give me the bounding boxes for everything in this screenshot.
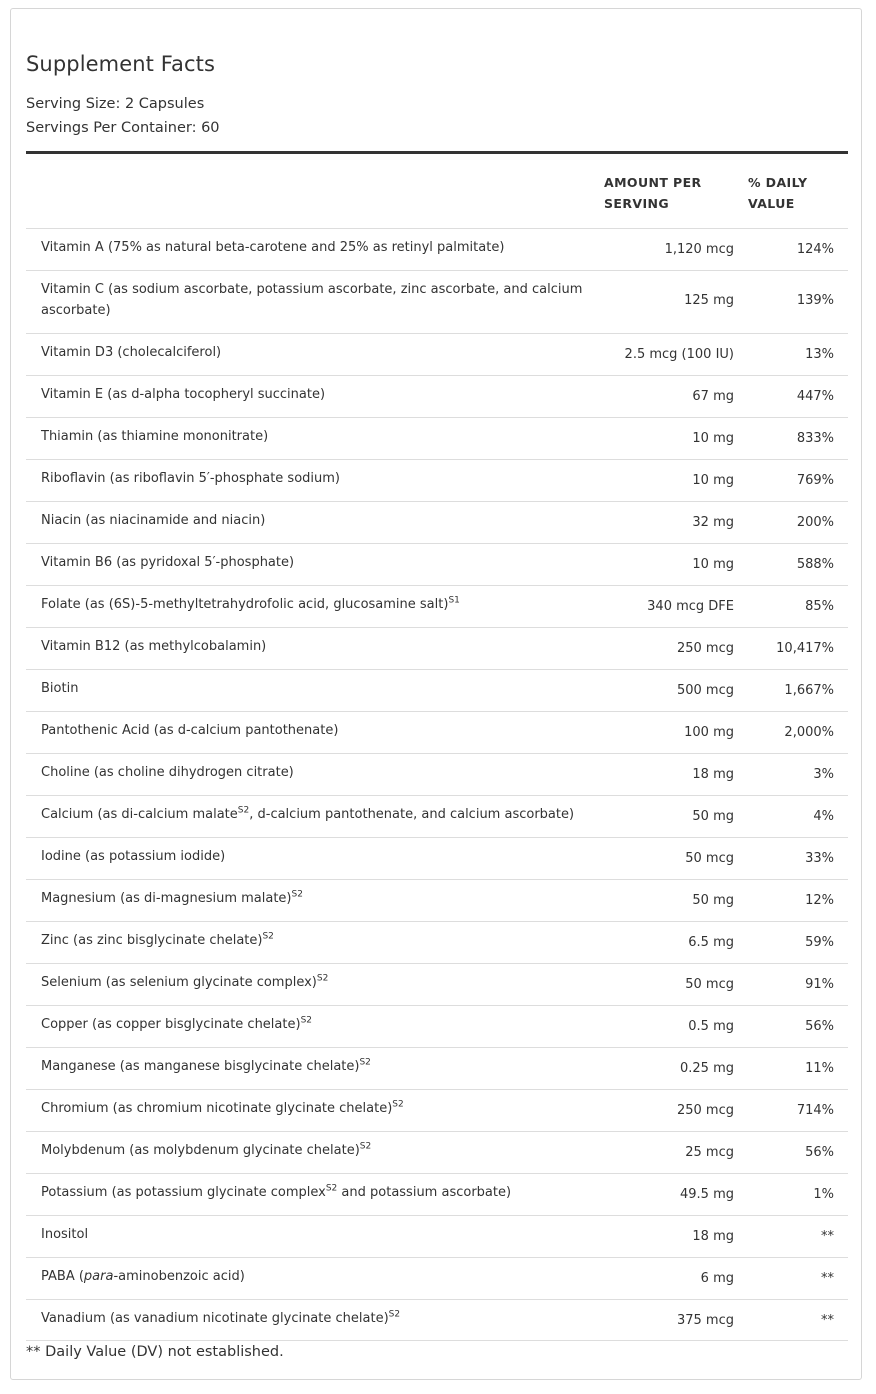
nutrient-name bbox=[41, 510, 599, 531]
nutrient-name bbox=[41, 552, 599, 573]
nutrient-name-text: Chromium (as chromium nicotinate glycinate chelate) bbox=[41, 1101, 393, 1116]
table-row bbox=[26, 501, 848, 543]
daily-value-percent: 3% bbox=[813, 767, 834, 782]
daily-value-percent: 124% bbox=[796, 242, 834, 257]
daily-value-percent: ** bbox=[821, 1229, 834, 1244]
footnote: ** Daily Value (DV) not established. bbox=[26, 1344, 284, 1360]
daily-value-percent: ** bbox=[821, 1271, 834, 1286]
nutrient-name-italic: para bbox=[83, 1269, 114, 1284]
footnote-marker: S2 bbox=[300, 1015, 313, 1026]
daily-value-percent: 139% bbox=[796, 293, 834, 308]
amount-per-serving: 10 mg bbox=[692, 473, 734, 488]
nutrient-name-text: Vitamin A (75% as natural beta-carotene and 25% as retinyl palmitate) bbox=[41, 240, 505, 255]
daily-value-percent: 200% bbox=[796, 515, 834, 530]
nutrient-table bbox=[26, 228, 848, 1341]
nutrient-name bbox=[41, 237, 599, 258]
daily-value-column-header: % DAILY VALUE bbox=[748, 175, 808, 211]
footnote-marker: S2 bbox=[262, 931, 274, 942]
nutrient-name-text: Pantothenic Acid (as d-calcium pantothenate) bbox=[41, 723, 339, 738]
nutrient-name-text: Riboflavin (as riboflavin 5′-phosphate sodium) bbox=[41, 471, 340, 486]
table-row bbox=[26, 270, 848, 333]
nutrient-name-text: Calcium (as di-calcium malate bbox=[41, 807, 238, 822]
table-row bbox=[26, 459, 848, 501]
table-row bbox=[26, 879, 848, 921]
table-row bbox=[26, 837, 848, 879]
nutrient-name bbox=[41, 1266, 599, 1287]
table-row bbox=[26, 753, 848, 795]
daily-value-percent: ** bbox=[821, 1313, 834, 1328]
nutrient-name bbox=[41, 762, 599, 783]
servings-per-container: Servings Per Container: 60 bbox=[26, 120, 220, 136]
amount-per-serving: 100 mg bbox=[684, 725, 734, 740]
nutrient-name-text: Vitamin C (as sodium ascorbate, potassium ascorbate, zinc ascorbate, and calcium ascorbate) bbox=[41, 282, 583, 318]
daily-value-percent: 588% bbox=[796, 557, 834, 572]
footnote-marker: S2 bbox=[388, 1309, 401, 1320]
table-row bbox=[26, 417, 848, 459]
nutrient-name-text: Choline (as choline dihydrogen citrate) bbox=[41, 765, 294, 780]
table-row bbox=[26, 627, 848, 669]
nutrient-name-text: Potassium (as potassium glycinate complex bbox=[41, 1185, 326, 1200]
amount-per-serving: 1,120 mcg bbox=[664, 242, 734, 257]
daily-value-percent: 12% bbox=[805, 893, 834, 908]
nutrient-name bbox=[41, 678, 599, 699]
nutrient-name-text: Biotin bbox=[41, 681, 79, 696]
table-row bbox=[26, 1131, 848, 1173]
amount-per-serving: 125 mg bbox=[684, 293, 734, 308]
amount-per-serving: 18 mg bbox=[692, 767, 734, 782]
daily-value-percent: 33% bbox=[805, 851, 834, 866]
nutrient-name-text: Iodine (as potassium iodide) bbox=[41, 849, 226, 864]
footnote-marker: S2 bbox=[359, 1141, 372, 1152]
nutrient-name-text: Copper (as copper bisglycinate chelate) bbox=[41, 1017, 301, 1032]
nutrient-name bbox=[41, 594, 599, 615]
amount-per-serving: 50 mg bbox=[692, 893, 734, 908]
nutrient-name-text: Vitamin B12 (as methylcobalamin) bbox=[41, 639, 267, 654]
amount-per-serving: 18 mg bbox=[692, 1229, 734, 1244]
amount-per-serving: 375 mcg bbox=[676, 1313, 734, 1328]
amount-per-serving: 0.25 mg bbox=[680, 1061, 734, 1076]
footnote-marker: S1 bbox=[448, 595, 460, 606]
table-row bbox=[26, 1257, 848, 1299]
amount-per-serving: 250 mcg bbox=[676, 1103, 734, 1118]
table-row bbox=[26, 1299, 848, 1341]
nutrient-name bbox=[41, 1308, 599, 1329]
daily-value-percent: 1,667% bbox=[784, 683, 834, 698]
table-row bbox=[26, 711, 848, 753]
amount-per-serving: 25 mcg bbox=[685, 1145, 734, 1160]
daily-value-percent: 56% bbox=[805, 1019, 834, 1034]
nutrient-name bbox=[41, 972, 599, 993]
nutrient-name bbox=[41, 804, 599, 825]
nutrient-name bbox=[41, 1014, 599, 1035]
footnote-marker: S2 bbox=[325, 1183, 338, 1194]
daily-value-percent: 833% bbox=[796, 431, 834, 446]
nutrient-name-text: Selenium (as selenium glycinate complex) bbox=[41, 975, 317, 990]
nutrient-name bbox=[41, 720, 599, 741]
daily-value-percent: 447% bbox=[796, 389, 834, 404]
nutrient-name-text: Manganese (as manganese bisglycinate chelate) bbox=[41, 1059, 360, 1074]
panel-title: Supplement Facts bbox=[26, 52, 215, 76]
table-row bbox=[26, 1047, 848, 1089]
table-row bbox=[26, 1005, 848, 1047]
nutrient-name-text: Magnesium (as di-magnesium malate) bbox=[41, 891, 292, 906]
nutrient-name bbox=[41, 930, 599, 951]
footnote-marker: S2 bbox=[291, 889, 303, 900]
nutrient-name bbox=[41, 1224, 599, 1245]
daily-value-percent: 91% bbox=[805, 977, 834, 992]
daily-value-percent: 59% bbox=[805, 935, 834, 950]
amount-per-serving: 50 mcg bbox=[685, 851, 734, 866]
nutrient-name bbox=[41, 426, 599, 447]
daily-value-percent: 10,417% bbox=[776, 641, 834, 656]
nutrient-name-text: Niacin (as niacinamide and niacin) bbox=[41, 513, 266, 528]
nutrient-name bbox=[41, 1182, 599, 1203]
table-row bbox=[26, 1215, 848, 1257]
footnote-marker: S2 bbox=[237, 805, 250, 816]
nutrient-name-text: Vitamin D3 (cholecalciferol) bbox=[41, 345, 222, 360]
amount-per-serving: 10 mg bbox=[692, 431, 734, 446]
nutrient-name-text: Vitamin B6 (as pyridoxal 5′-phosphate) bbox=[41, 555, 295, 570]
nutrient-name bbox=[41, 279, 599, 321]
nutrient-name-text: Folate (as (6S)-5-methyltetrahydrofolic acid, glucosamine salt) bbox=[41, 597, 449, 612]
footnote-marker: S2 bbox=[392, 1099, 404, 1110]
amount-column-header: AMOUNT PER SERVING bbox=[604, 175, 702, 211]
nutrient-name-text: and potassium ascorbate) bbox=[337, 1185, 512, 1200]
table-row bbox=[26, 921, 848, 963]
amount-per-serving: 2.5 mcg (100 IU) bbox=[624, 347, 734, 362]
daily-value-percent: 2,000% bbox=[784, 725, 834, 740]
daily-value-percent: 1% bbox=[813, 1187, 834, 1202]
nutrient-name bbox=[41, 846, 599, 867]
daily-value-percent: 11% bbox=[805, 1061, 834, 1076]
nutrient-name-text: -aminobenzoic acid) bbox=[113, 1269, 245, 1284]
amount-per-serving: 49.5 mg bbox=[680, 1187, 734, 1202]
amount-per-serving: 6.5 mg bbox=[688, 935, 734, 950]
daily-value-percent: 56% bbox=[805, 1145, 834, 1160]
nutrient-name bbox=[41, 384, 599, 405]
nutrient-name bbox=[41, 468, 599, 489]
nutrient-name-text: Inositol bbox=[41, 1227, 89, 1242]
table-row bbox=[26, 375, 848, 417]
nutrient-name-text: Thiamin (as thiamine mononitrate) bbox=[41, 429, 269, 444]
footnote-marker: S2 bbox=[359, 1057, 371, 1068]
nutrient-name bbox=[41, 1098, 599, 1119]
amount-per-serving: 6 mg bbox=[700, 1271, 734, 1286]
table-row bbox=[26, 1173, 848, 1215]
amount-per-serving: 0.5 mg bbox=[688, 1019, 734, 1034]
table-row bbox=[26, 1089, 848, 1131]
table-row bbox=[26, 543, 848, 585]
nutrient-name-text: Molybdenum (as molybdenum glycinate chelate) bbox=[41, 1143, 360, 1158]
amount-per-serving: 50 mcg bbox=[685, 977, 734, 992]
table-row bbox=[26, 795, 848, 837]
daily-value-percent: 769% bbox=[796, 473, 834, 488]
nutrient-name-text: Vitamin E (as d-alpha tocopheryl succinate) bbox=[41, 387, 326, 402]
nutrient-name bbox=[41, 342, 599, 363]
nutrient-name bbox=[41, 1140, 599, 1161]
table-row bbox=[26, 333, 848, 375]
table-row bbox=[26, 585, 848, 627]
amount-per-serving: 340 mcg DFE bbox=[647, 599, 734, 614]
daily-value-percent: 714% bbox=[796, 1103, 834, 1118]
nutrient-name bbox=[41, 1056, 599, 1077]
footnote-marker: S2 bbox=[316, 973, 329, 984]
table-row bbox=[26, 669, 848, 711]
amount-per-serving: 500 mcg bbox=[676, 683, 734, 698]
amount-per-serving: 10 mg bbox=[692, 557, 734, 572]
amount-per-serving: 250 mcg bbox=[676, 641, 734, 656]
nutrient-name bbox=[41, 636, 599, 657]
table-row bbox=[26, 228, 848, 270]
daily-value-percent: 4% bbox=[813, 809, 834, 824]
daily-value-percent: 13% bbox=[805, 347, 834, 362]
table-row bbox=[26, 963, 848, 1005]
nutrient-name bbox=[41, 888, 599, 909]
daily-value-percent: 85% bbox=[805, 599, 834, 614]
header-rule bbox=[26, 151, 848, 154]
nutrient-name-text: Vanadium (as vanadium nicotinate glycinate chelate) bbox=[41, 1311, 389, 1326]
nutrient-name-text: , d-calcium pantothenate, and calcium ascorbate) bbox=[249, 807, 575, 822]
nutrient-name-text: PABA ( bbox=[41, 1269, 84, 1284]
serving-size: Serving Size: 2 Capsules bbox=[26, 96, 205, 112]
amount-per-serving: 50 mg bbox=[692, 809, 734, 824]
amount-per-serving: 67 mg bbox=[692, 389, 734, 404]
nutrient-name-text: Zinc (as zinc bisglycinate chelate) bbox=[41, 933, 263, 948]
amount-per-serving: 32 mg bbox=[692, 515, 734, 530]
